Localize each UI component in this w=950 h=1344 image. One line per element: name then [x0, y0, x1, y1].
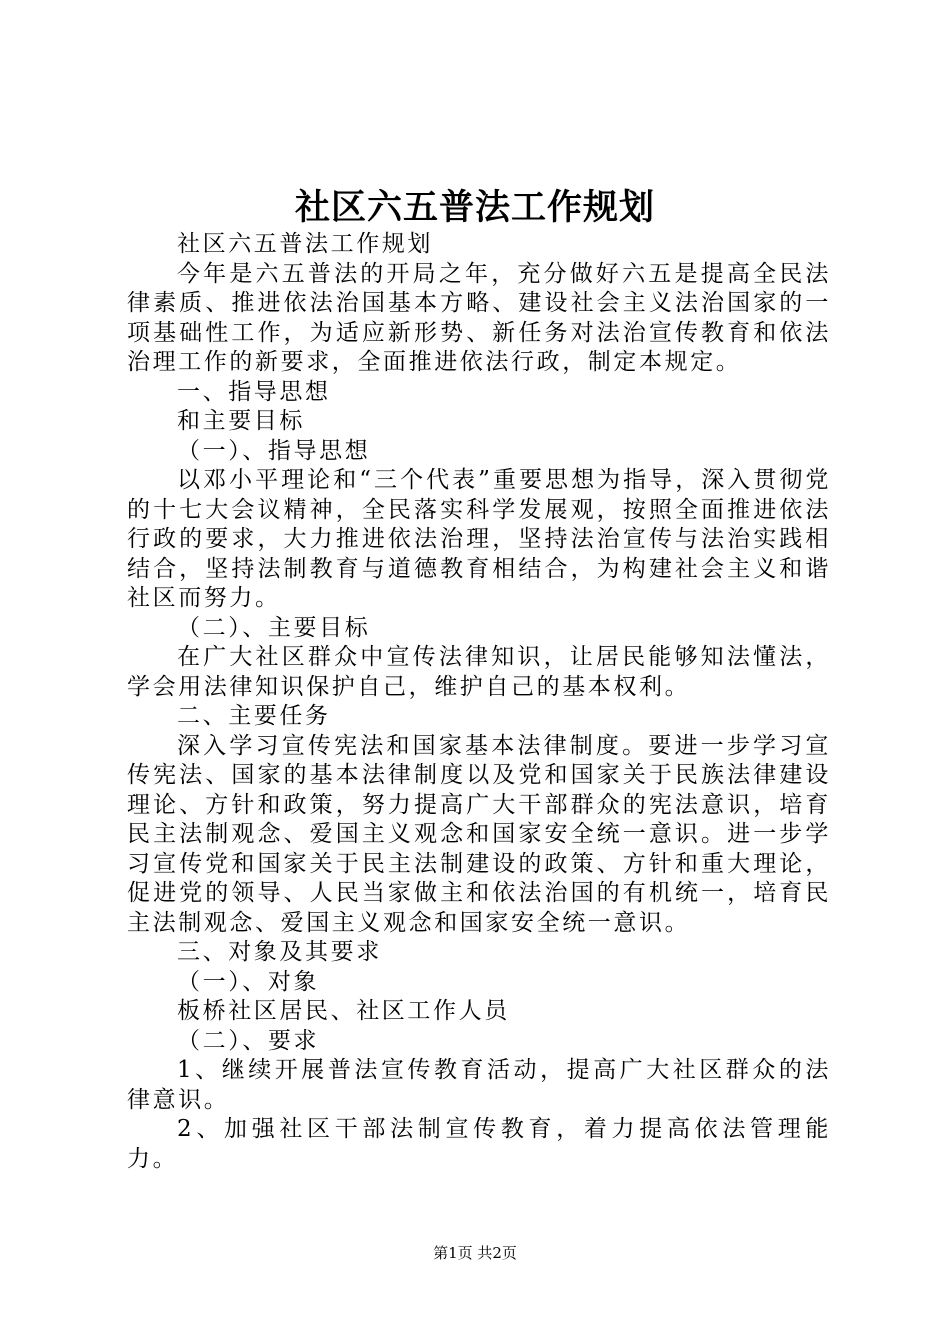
- page-title: 社区六五普法工作规划: [294, 187, 655, 228]
- document-body: [127, 230, 831, 1174]
- requirement-item-2: 2、加强社区干部法制宣传教育，着力提高依法管理能力。: [127, 1116, 831, 1172]
- requirement-item-1: 1、继续开展普法宣传教育活动，提高广大社区群众的法律意识。: [127, 1057, 831, 1113]
- paragraph-subtitle: 社区六五普法工作规划: [177, 231, 433, 257]
- paragraph-targets: 板桥社区居民、社区工作人员: [177, 998, 510, 1024]
- subsection-heading-main-goals: （二）、主要目标: [177, 614, 371, 641]
- page-number-footer: 第1页 共2页: [433, 1244, 517, 1262]
- subsection-heading-requirements: （二）、要求: [177, 1027, 320, 1054]
- paragraph-guiding-ideology: 以邓小平理论和“三个代表”重要思想为指导，深入贯彻党的十七大会议精神，全民落实科学发展观，按照全面推进依法行政的要求，大力推进依法治理，坚持法治宣传与法治实践相结合，坚持法制教育与道德教育相结合，为构建社会主义和谐社区而努力。: [127, 467, 831, 611]
- section-heading-targets-requirements: 三、对象及其要求: [177, 939, 382, 965]
- paragraph-main-tasks: 深入学习宣传宪法和国家基本法律制度。要进一步学习宣传宪法、国家的基本法律制度以及党和国家关于民族法律建设理论、方针和政策，努力提高广大干部群众的宪法意识，培育民主法制观念、爱国主义观念和国家安全统一意识。进一步学习宣传党和国家关于民主法制建设的政策、方针和重大理论，促进党的领导、人民当家做主和依法治国的有机统一，培育民主法制观念、爱国主义观念和国家安全统一意识。: [127, 732, 831, 936]
- subsection-heading-guiding-ideology: （一）、指导思想: [177, 437, 371, 464]
- section-heading-main-goals: 和主要目标: [177, 408, 305, 434]
- section-heading-guiding-ideology: 一、指导思想: [177, 378, 331, 405]
- subsection-heading-targets: （一）、对象: [177, 968, 320, 995]
- paragraph-main-goals: 在广大社区群众中宣传法律知识，让居民能够知法懂法，学会用法律知识保护自己，维护自己的基本权利。: [127, 644, 831, 700]
- paragraph-intro: 今年是六五普法的开局之年，充分做好六五是提高全民法律素质、推进依法治国基本方略、建设社会主义法治国家的一项基础性工作，为适应新形势、新任务对法治宣传教育和依法治理工作的新要求，全面推进依法行政，制定本规定。: [127, 260, 831, 375]
- section-heading-main-tasks: 二、主要任务: [177, 703, 331, 729]
